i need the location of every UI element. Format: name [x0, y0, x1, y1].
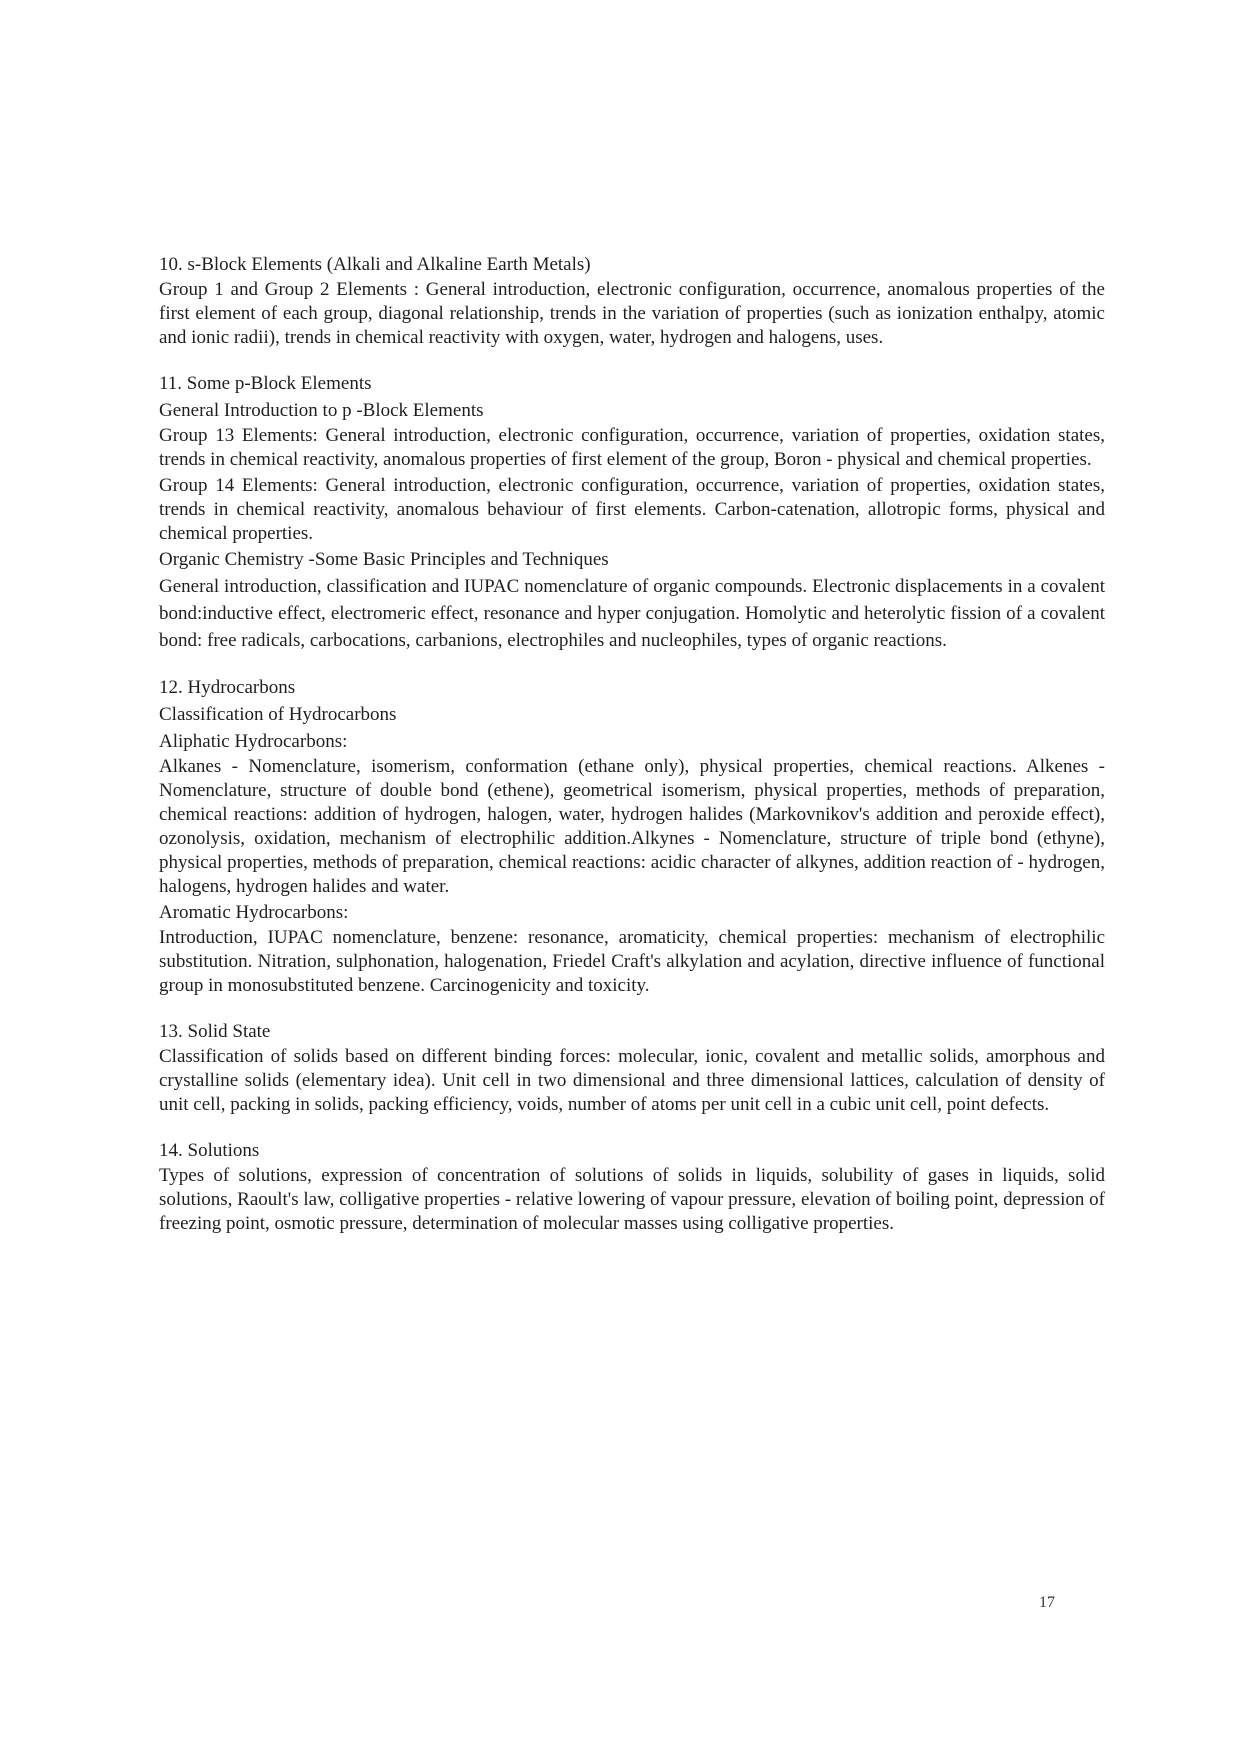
- section-body: General introduction, classification and IUPAC nomenclature of organic compounds. Electronic displacements in a covalent bond:inductive effect, electromeric effect, resonance and hyper conjugation. Homolytic and heterolytic fission of a covalent bond: free radicals, carbocations, carbanions, electrophiles and nucleophiles, types of organic reactions.: [159, 576, 1105, 651]
- section-heading: 12. Hydrocarbons: [159, 677, 296, 698]
- section-solutions: [159, 1137, 1105, 1236]
- section-heading: 13. Solid State: [159, 1021, 271, 1042]
- section-s-block: [159, 251, 1105, 350]
- section-subheading: Organic Chemistry -Some Basic Principles and Techniques: [159, 549, 609, 570]
- section-body: Classification of solids based on different binding forces: molecular, ionic, covalent and metallic solids, amorphous and crystalline solids (elementary idea). Unit cell in two dimensional and three dimensional lattices, calculation of density of unit cell, packing in solids, packing efficiency, voids, number of atoms per unit cell in a cubic unit cell, point defects.: [159, 1046, 1105, 1115]
- section-heading: 10. s-Block Elements (Alkali and Alkaline Earth Metals): [159, 254, 591, 275]
- section-body: Group 14 Elements: General introduction, electronic configuration, occurrence, variation of properties, oxidation states, trends in chemical reactivity, anomalous behaviour of first elements. Carbon-catenation, allotropic forms, physical and chemical properties.: [159, 475, 1105, 544]
- section-body: Group 1 and Group 2 Elements : General introduction, electronic configuration, occurrence, anomalous properties of the first element of each group, diagonal relationship, trends in the variation of properties (such as ionization enthalpy, atomic and ionic radii), trends in chemical reactivity with oxygen, water, hydrogen and halogens, uses.: [159, 279, 1105, 348]
- section-p-block: [159, 370, 1105, 654]
- section-subheading: Aromatic Hydrocarbons:: [159, 902, 349, 923]
- section-subheading: Classification of Hydrocarbons: [159, 704, 397, 725]
- section-subheading: Aliphatic Hydrocarbons:: [159, 731, 348, 752]
- section-heading: 11. Some p-Block Elements: [159, 373, 372, 394]
- section-solid-state: [159, 1018, 1105, 1117]
- section-hydrocarbons: [159, 674, 1105, 998]
- section-body: Alkanes - Nomenclature, isomerism, conformation (ethane only), physical properties, chemical reactions. Alkenes - Nomenclature, structure of double bond (ethene), geometrical isomerism, physical properties, methods of preparation, chemical reactions: addition of hydrogen, halogen, water, hydrogen halides (Markovnikov's addition and peroxide effect), ozonolysis, oxidation, mechanism of electrophilic addition.Alkynes - Nomenclature, structure of triple bond (ethyne), physical properties, methods of preparation, chemical reactions: acidic character of alkynes, addition reaction of - hydrogen, halogens, hydrogen halides and water.: [159, 756, 1105, 897]
- section-heading: 14. Solutions: [159, 1140, 260, 1161]
- page-number: 17: [1039, 1594, 1055, 1611]
- section-body: Group 13 Elements: General introduction, electronic configuration, occurrence, variation of properties, oxidation states, trends in chemical reactivity, anomalous properties of first element of the group, Boron - physical and chemical properties.: [159, 425, 1105, 470]
- section-subheading: General Introduction to p -Block Elements: [159, 400, 484, 421]
- section-body: Introduction, IUPAC nomenclature, benzene: resonance, aromaticity, chemical properties: mechanism of electrophilic substitution. Nitration, sulphonation, halogenation, Friedel Craft's alkylation and acylation, directive influence of functional group in monosubstituted benzene. Carcinogenicity and toxicity.: [159, 927, 1105, 996]
- document-content: [159, 251, 1105, 1236]
- section-body: Types of solutions, expression of concentration of solutions of solids in liquids, solubility of gases in liquids, solid solutions, Raoult's law, colligative properties - relative lowering of vapour pressure, elevation of boiling point, depression of freezing point, osmotic pressure, determination of molecular masses using colligative properties.: [159, 1165, 1105, 1234]
